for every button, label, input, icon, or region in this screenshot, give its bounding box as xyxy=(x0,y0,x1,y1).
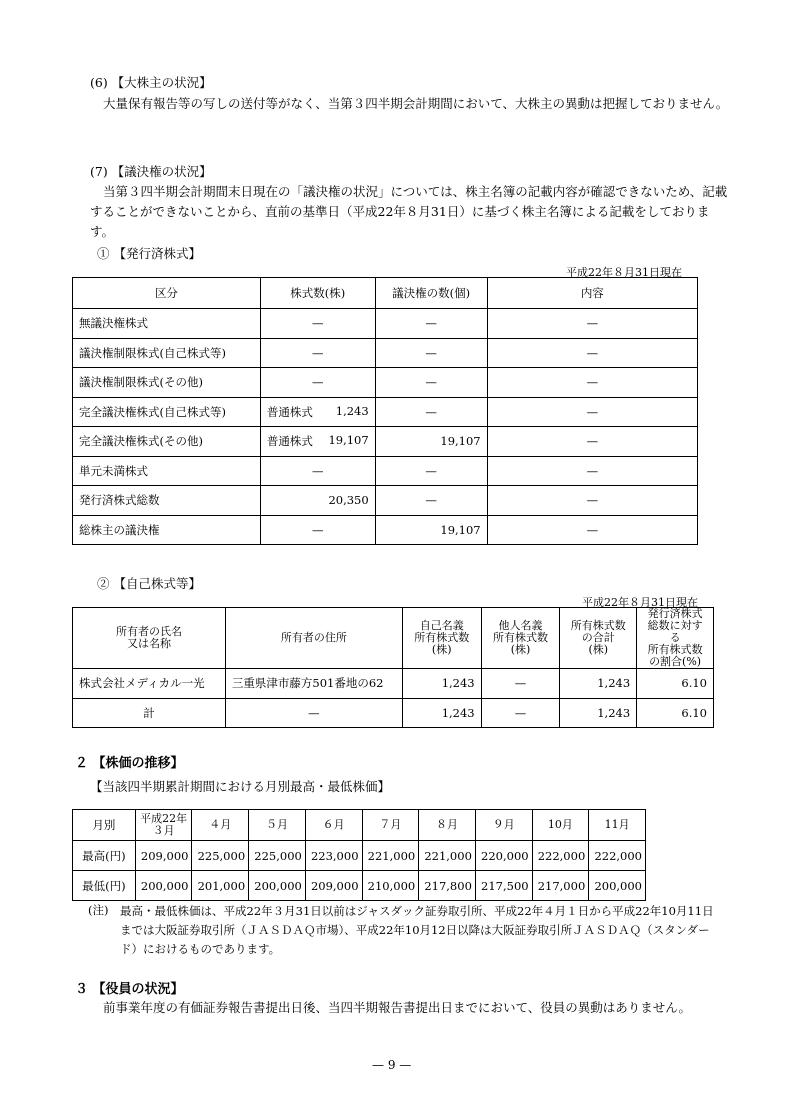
low-price-cell: 209,000 xyxy=(305,871,362,901)
votes-cell: — xyxy=(375,397,487,427)
votes-cell: 19,107 xyxy=(375,427,487,457)
high-price-cell: 222,000 xyxy=(589,841,646,871)
category-cell: 完全議決権株式(自己株式等) xyxy=(73,397,261,427)
owner-address-cell: — xyxy=(225,698,402,728)
content-cell: — xyxy=(487,515,697,545)
other-shares-cell: — xyxy=(481,669,560,699)
officers-body: 前事業年度の有価証券報告書提出日後、当四半期報告書提出日までにおいて、役員の異動はありません。 xyxy=(103,1000,692,1015)
low-price-cell: 200,000 xyxy=(249,871,306,901)
table-row xyxy=(73,309,698,339)
officers-heading: ３ 【役員の状況】 xyxy=(75,982,184,997)
treasury-header: 自己名義 所有株式数 (株) xyxy=(402,608,481,669)
content-cell: — xyxy=(487,368,697,398)
treasury-header: 他人名義 所有株式数 (株) xyxy=(481,608,560,669)
category-cell: 議決権制限株式(自己株式等) xyxy=(73,338,261,368)
table-row xyxy=(73,427,698,457)
table-row xyxy=(73,515,698,545)
votes-cell: — xyxy=(375,486,487,516)
shares-cell: — xyxy=(260,456,375,486)
month-header: 平成22年 ３月 xyxy=(135,810,192,841)
total-shares-cell: 1,243 xyxy=(560,669,637,699)
issued-shares-header: 議決権の数(個) xyxy=(375,278,487,309)
issued-shares-header: 内容 xyxy=(487,278,697,309)
table-row xyxy=(73,698,714,728)
total-shares-cell: 1,243 xyxy=(560,698,637,728)
low-price-cell: 217,800 xyxy=(419,871,476,901)
page-number: — 9 — xyxy=(372,1058,412,1072)
month-header: 11月 xyxy=(589,810,646,841)
table-row xyxy=(73,456,698,486)
treasury-header: 所有者の住所 xyxy=(225,608,402,669)
month-header: 10月 xyxy=(532,810,589,841)
section-6-body: 大量保有報告等の写しの送付等がなく、当第３四半期会計期間において、大株主の異動は把握しておりません。 xyxy=(103,96,729,111)
month-header: ４月 xyxy=(192,810,249,841)
issued-shares-table xyxy=(72,277,698,545)
low-price-cell: 200,000 xyxy=(589,871,646,901)
low-price-cell: 217,500 xyxy=(475,871,532,901)
category-cell: 発行済株式総数 xyxy=(73,486,261,516)
high-price-cell: 222,000 xyxy=(532,841,589,871)
ratio-cell: 6.10 xyxy=(637,669,714,699)
stock-price-subheading: 【当該四半期累計期間における月別最高・最低株価】 xyxy=(90,779,391,794)
month-header-label: 月別 xyxy=(73,810,136,841)
shares-cell: — xyxy=(260,515,375,545)
votes-cell: 19,107 xyxy=(375,515,487,545)
table-row xyxy=(73,669,714,699)
content-cell: — xyxy=(487,456,697,486)
treasury-shares-table xyxy=(72,607,714,728)
month-header: ７月 xyxy=(362,810,419,841)
category-cell: 単元未満株式 xyxy=(73,456,261,486)
table-header-row xyxy=(73,810,646,841)
month-header: ８月 xyxy=(419,810,476,841)
high-price-cell: 221,000 xyxy=(362,841,419,871)
table-row xyxy=(73,397,698,427)
content-cell: — xyxy=(487,309,697,339)
table-row xyxy=(73,841,646,871)
share-count: 19,107 xyxy=(328,433,369,448)
category-cell: 総株主の議決権 xyxy=(73,515,261,545)
low-price-label: 最低(円) xyxy=(73,871,136,901)
votes-cell: — xyxy=(375,456,487,486)
content-cell: — xyxy=(487,486,697,516)
high-price-cell: 220,000 xyxy=(475,841,532,871)
shares-cell: 20,350 xyxy=(260,486,375,516)
section-6-heading: (6) 【大株主の状況】 xyxy=(90,75,212,90)
issued-shares-date: 平成22年８月31日現在 xyxy=(566,266,682,279)
month-header: ９月 xyxy=(475,810,532,841)
low-price-cell: 210,000 xyxy=(362,871,419,901)
treasury-shares-heading: ② 【自己株式等】 xyxy=(97,576,201,591)
high-price-cell: 223,000 xyxy=(305,841,362,871)
owner-name-cell: 株式会社メディカル一光 xyxy=(73,669,226,699)
issued-shares-header: 区分 xyxy=(73,278,261,309)
own-shares-cell: 1,243 xyxy=(402,669,481,699)
stock-price-heading: ２ 【株価の推移】 xyxy=(75,756,184,771)
section-7-heading: (7) 【議決権の状況】 xyxy=(90,164,212,179)
content-cell: — xyxy=(487,427,697,457)
other-shares-cell: — xyxy=(481,698,560,728)
shares-cell: — xyxy=(260,309,375,339)
treasury-header: 発行済株式 総数に対する 所有株式数 の割合(%) xyxy=(637,608,714,669)
category-cell: 完全議決権株式(その他) xyxy=(73,427,261,457)
share-type: 普通株式 xyxy=(266,404,313,419)
category-cell: 議決権制限株式(その他) xyxy=(73,368,261,398)
votes-cell: — xyxy=(375,309,487,339)
table-row xyxy=(73,871,646,901)
shares-cell: — xyxy=(260,338,375,368)
table-row xyxy=(73,368,698,398)
stock-price-note: 最高・最低株価は、平成22年３月31日以前はジャスダック証券取引所、平成22年４月１日から平成22年10月11日までは大阪証券取引所（ＪＡＳＤＡＱ市場）、平成22年10月12日以降は大阪証券取引所ＪＡＳＤＡＱ（スタンダード）におけるものであります。 xyxy=(120,904,714,956)
ratio-cell: 6.10 xyxy=(637,698,714,728)
issued-shares-header: 株式数(株) xyxy=(260,278,375,309)
owner-address-cell: 三重県津市藤方501番地の62 xyxy=(225,669,402,699)
high-price-cell: 225,000 xyxy=(249,841,306,871)
treasury-shares-date: 平成22年８月31日現在 xyxy=(582,596,698,609)
own-shares-cell: 1,243 xyxy=(402,698,481,728)
note-mark: (注) xyxy=(88,903,109,917)
low-price-cell: 201,000 xyxy=(192,871,249,901)
high-price-label: 最高(円) xyxy=(73,841,136,871)
low-price-cell: 217,000 xyxy=(532,871,589,901)
high-price-cell: 225,000 xyxy=(192,841,249,871)
treasury-header: 所有株式数 の合計 (株) xyxy=(560,608,637,669)
share-count: 1,243 xyxy=(335,403,369,418)
issued-shares-heading: ① 【発行済株式】 xyxy=(97,246,201,261)
votes-cell: — xyxy=(375,368,487,398)
stock-price-table xyxy=(72,809,646,901)
category-cell: 無議決権株式 xyxy=(73,309,261,339)
table-row xyxy=(73,338,698,368)
owner-name-cell: 計 xyxy=(73,698,226,728)
votes-cell: — xyxy=(375,338,487,368)
high-price-cell: 221,000 xyxy=(419,841,476,871)
low-price-cell: 200,000 xyxy=(135,871,192,901)
section-7-body: 当第３四半期会計期間末日現在の「議決権の状況」については、株主名簿の記載内容が確認できないため、記載することができないことから、直前の基準日（平成22年８月31日）に基づく株主名簿による記載をしております。 xyxy=(90,184,728,239)
table-row xyxy=(73,486,698,516)
month-header: ６月 xyxy=(305,810,362,841)
shares-cell xyxy=(260,427,375,457)
high-price-cell: 209,000 xyxy=(135,841,192,871)
treasury-header: 所有者の氏名 又は名称 xyxy=(73,608,226,669)
shares-cell: — xyxy=(260,368,375,398)
content-cell: — xyxy=(487,397,697,427)
month-header: ５月 xyxy=(249,810,306,841)
shares-cell xyxy=(260,397,375,427)
content-cell: — xyxy=(487,338,697,368)
share-type: 普通株式 xyxy=(266,434,313,449)
